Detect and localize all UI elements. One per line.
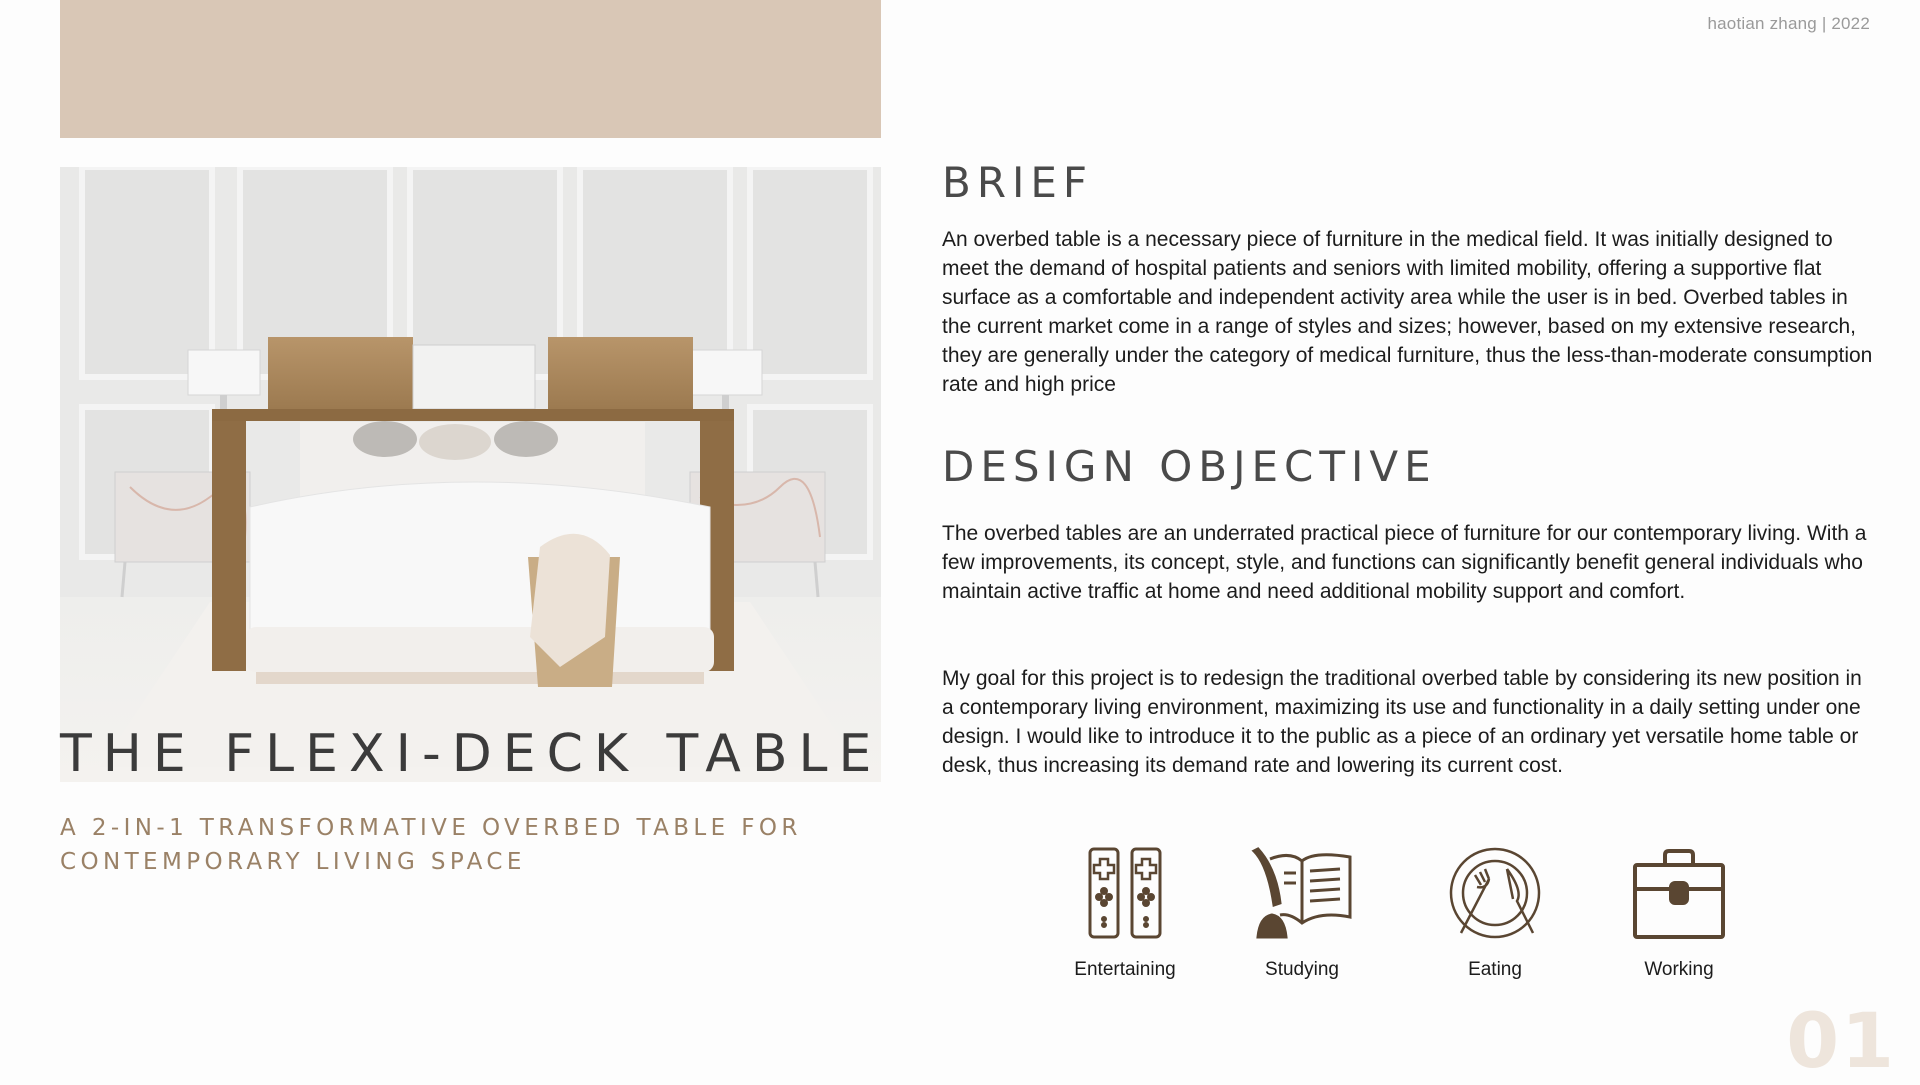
use-case-studying [1217, 845, 1387, 981]
brief-heading: BRIEF [942, 158, 1094, 207]
briefcase-icon [1631, 845, 1727, 941]
page-number: 01 [1786, 996, 1896, 1085]
objective-paragraph-1: The overbed tables are an underrated practical piece of furniture for our contemporary living. With a few improvements, its concept, style, and functions can significantly benefit general individuals who maintain active traffic at home and need additional mobility support and comfort. [942, 522, 1867, 603]
use-case-entertaining [1040, 845, 1210, 981]
bedroom-illustration [60, 167, 881, 782]
objective-paragraph-2: My goal for this project is to redesign the traditional overbed table by considering its new position in a contemporary living environment, maximizing its use and functionality in a daily setting under one design. I would like to introduce it to the public as a piece of an ordinary yet versatile home table or desk, thus increasing its demand rate and lowering its current cost. [942, 667, 1862, 777]
game-controller-icon [1085, 845, 1165, 941]
use-case-working [1594, 845, 1764, 981]
use-case-label: Entertaining [1074, 959, 1176, 980]
design-objective-heading: DESIGN OBJECTIVE [942, 442, 1437, 491]
brief-text: An overbed table is a necessary piece of furniture in the medical field. It was initially designed to meet the demand of hospital patients and seniors with limited mobility, offering a supportive flat surface as a comfortable and independent activity area while the user is in bed. Overbed tables in the current market come in a range of styles and sizes; however, based on my extensive research, they are generally under the category of medical furniture, thus the less-than-moderate consumption rate and high price [942, 228, 1873, 396]
plate-fork-knife-icon [1447, 845, 1543, 941]
accent-color-block [60, 0, 881, 138]
project-title: THE FLEXI-DECK TABLE [60, 724, 883, 784]
use-case-label: Eating [1468, 959, 1522, 980]
open-book-quill-icon [1250, 845, 1354, 941]
use-case-icons [1040, 845, 1760, 985]
use-case-label: Studying [1265, 959, 1339, 980]
project-subtitle: A 2-IN-1 TRANSFORMATIVE OVERBED TABLE FOR CONTEMPORARY LIVING SPACE [60, 815, 802, 875]
use-case-eating [1410, 845, 1580, 981]
use-case-label: Working [1644, 959, 1714, 980]
author-credit: haotian zhang | 2022 [1707, 14, 1870, 33]
